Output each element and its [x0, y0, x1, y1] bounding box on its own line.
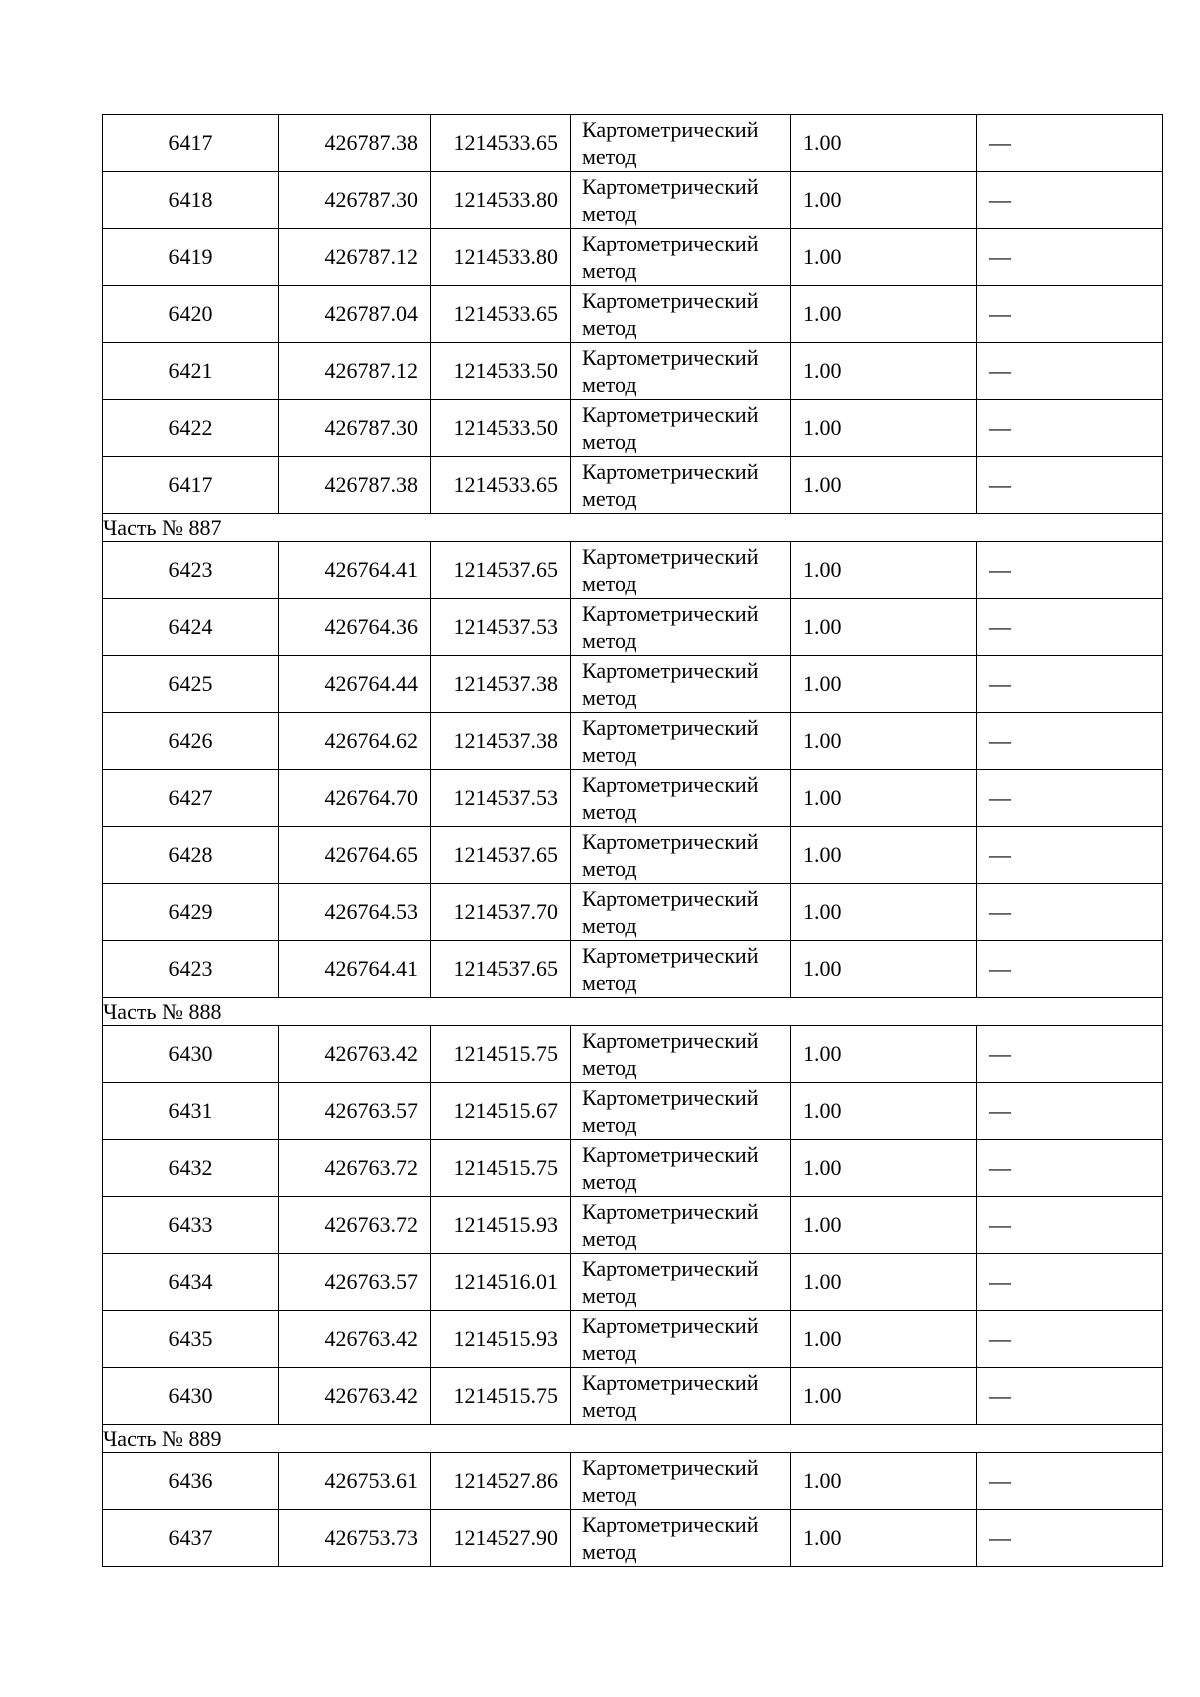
- method-line-2: метод: [582, 913, 637, 938]
- method-cell: [571, 656, 791, 713]
- point-number-cell: 6429: [103, 884, 279, 941]
- method-line-1: Картометрический: [582, 943, 759, 968]
- table-row: [103, 1368, 1163, 1425]
- table-row: [103, 1453, 1163, 1510]
- accuracy-cell: 1.00: [791, 599, 977, 656]
- x-coordinate-cell: 426787.04: [279, 286, 431, 343]
- table-row: [103, 457, 1163, 514]
- table-row: [103, 1026, 1163, 1083]
- point-number-cell: 6437: [103, 1510, 279, 1567]
- method-line-2: метод: [582, 486, 637, 511]
- method-line-2: метод: [582, 685, 637, 710]
- table-row: [103, 713, 1163, 770]
- accuracy-cell: 1.00: [791, 827, 977, 884]
- table-row: [103, 115, 1163, 172]
- description-cell: —: [977, 827, 1163, 884]
- x-coordinate-cell: 426763.72: [279, 1140, 431, 1197]
- method-cell: [571, 286, 791, 343]
- point-number-cell: 6435: [103, 1311, 279, 1368]
- description-cell: —: [977, 1026, 1163, 1083]
- method-line-2: метод: [582, 970, 637, 995]
- method-line-1: Картометрический: [582, 288, 759, 313]
- method-line-2: метод: [582, 372, 637, 397]
- table-row: [103, 1140, 1163, 1197]
- method-cell: [571, 542, 791, 599]
- x-coordinate-cell: 426787.12: [279, 343, 431, 400]
- x-coordinate-cell: 426764.70: [279, 770, 431, 827]
- x-coordinate-cell: 426763.42: [279, 1311, 431, 1368]
- accuracy-cell: 1.00: [791, 713, 977, 770]
- method-line-2: метод: [582, 1112, 637, 1137]
- y-coordinate-cell: 1214537.38: [431, 713, 571, 770]
- table-row: [103, 1510, 1163, 1567]
- description-cell: —: [977, 229, 1163, 286]
- method-line-1: Картометрический: [582, 402, 759, 427]
- method-cell: [571, 400, 791, 457]
- section-header-row: [103, 514, 1163, 542]
- x-coordinate-cell: 426787.30: [279, 172, 431, 229]
- x-coordinate-cell: 426763.57: [279, 1083, 431, 1140]
- method-line-2: метод: [582, 201, 637, 226]
- table-row: [103, 884, 1163, 941]
- y-coordinate-cell: 1214515.93: [431, 1311, 571, 1368]
- method-cell: [571, 457, 791, 514]
- accuracy-cell: 1.00: [791, 1197, 977, 1254]
- y-coordinate-cell: 1214537.65: [431, 542, 571, 599]
- description-cell: —: [977, 1083, 1163, 1140]
- y-coordinate-cell: 1214516.01: [431, 1254, 571, 1311]
- method-cell: [571, 770, 791, 827]
- method-cell: [571, 713, 791, 770]
- method-line-1: Картометрический: [582, 174, 759, 199]
- description-cell: —: [977, 599, 1163, 656]
- method-cell: [571, 941, 791, 998]
- description-cell: —: [977, 1510, 1163, 1567]
- x-coordinate-cell: 426764.41: [279, 542, 431, 599]
- accuracy-cell: 1.00: [791, 400, 977, 457]
- method-cell: [571, 1026, 791, 1083]
- y-coordinate-cell: 1214537.53: [431, 599, 571, 656]
- point-number-cell: 6422: [103, 400, 279, 457]
- description-cell: —: [977, 1197, 1163, 1254]
- x-coordinate-cell: 426763.72: [279, 1197, 431, 1254]
- method-line-2: метод: [582, 315, 637, 340]
- y-coordinate-cell: 1214533.65: [431, 286, 571, 343]
- y-coordinate-cell: 1214533.50: [431, 400, 571, 457]
- x-coordinate-cell: 426787.38: [279, 457, 431, 514]
- x-coordinate-cell: 426764.65: [279, 827, 431, 884]
- description-cell: —: [977, 884, 1163, 941]
- method-line-1: Картометрический: [582, 544, 759, 569]
- point-number-cell: 6417: [103, 457, 279, 514]
- table-row: [103, 1254, 1163, 1311]
- point-number-cell: 6426: [103, 713, 279, 770]
- x-coordinate-cell: 426764.41: [279, 941, 431, 998]
- table-row: [103, 400, 1163, 457]
- method-cell: [571, 1368, 791, 1425]
- point-number-cell: 6423: [103, 542, 279, 599]
- description-cell: —: [977, 656, 1163, 713]
- table-row: [103, 1197, 1163, 1254]
- table-row: [103, 1083, 1163, 1140]
- method-line-1: Картометрический: [582, 231, 759, 256]
- method-line-1: Картометрический: [582, 345, 759, 370]
- method-cell: [571, 229, 791, 286]
- table-row: [103, 172, 1163, 229]
- method-line-1: Картометрический: [582, 117, 759, 142]
- method-line-1: Картометрический: [582, 1256, 759, 1281]
- method-line-1: Картометрический: [582, 1313, 759, 1338]
- method-line-2: метод: [582, 856, 637, 881]
- description-cell: —: [977, 941, 1163, 998]
- accuracy-cell: 1.00: [791, 1254, 977, 1311]
- method-line-2: метод: [582, 628, 637, 653]
- method-line-1: Картометрический: [582, 1142, 759, 1167]
- method-cell: [571, 1510, 791, 1567]
- method-cell: [571, 1453, 791, 1510]
- point-number-cell: 6417: [103, 115, 279, 172]
- description-cell: —: [977, 542, 1163, 599]
- x-coordinate-cell: 426764.44: [279, 656, 431, 713]
- accuracy-cell: 1.00: [791, 343, 977, 400]
- x-coordinate-cell: 426753.73: [279, 1510, 431, 1567]
- y-coordinate-cell: 1214537.65: [431, 827, 571, 884]
- method-line-2: метод: [582, 1539, 637, 1564]
- method-cell: [571, 827, 791, 884]
- method-line-1: Картометрический: [582, 658, 759, 683]
- accuracy-cell: 1.00: [791, 884, 977, 941]
- accuracy-cell: 1.00: [791, 770, 977, 827]
- section-label: Часть № 889: [103, 1425, 1163, 1453]
- description-cell: —: [977, 1254, 1163, 1311]
- description-cell: —: [977, 770, 1163, 827]
- y-coordinate-cell: 1214533.65: [431, 457, 571, 514]
- point-number-cell: 6420: [103, 286, 279, 343]
- accuracy-cell: 1.00: [791, 172, 977, 229]
- section-header-row: [103, 1425, 1163, 1453]
- x-coordinate-cell: 426764.62: [279, 713, 431, 770]
- x-coordinate-cell: 426753.61: [279, 1453, 431, 1510]
- section-header-row: [103, 998, 1163, 1026]
- method-line-2: метод: [582, 1283, 637, 1308]
- table-row: [103, 542, 1163, 599]
- description-cell: —: [977, 1140, 1163, 1197]
- method-line-2: метод: [582, 144, 637, 169]
- method-cell: [571, 1311, 791, 1368]
- x-coordinate-cell: 426763.42: [279, 1368, 431, 1425]
- description-cell: —: [977, 457, 1163, 514]
- description-cell: —: [977, 1368, 1163, 1425]
- accuracy-cell: 1.00: [791, 1140, 977, 1197]
- x-coordinate-cell: 426763.57: [279, 1254, 431, 1311]
- point-number-cell: 6419: [103, 229, 279, 286]
- method-line-1: Картометрический: [582, 1455, 759, 1480]
- x-coordinate-cell: 426764.36: [279, 599, 431, 656]
- method-line-1: Картометрический: [582, 886, 759, 911]
- description-cell: —: [977, 115, 1163, 172]
- description-cell: —: [977, 400, 1163, 457]
- point-number-cell: 6430: [103, 1026, 279, 1083]
- method-line-1: Картометрический: [582, 1085, 759, 1110]
- method-line-2: метод: [582, 1482, 637, 1507]
- coordinates-table-body: [103, 115, 1163, 1567]
- table-row: [103, 770, 1163, 827]
- method-cell: [571, 172, 791, 229]
- method-line-2: метод: [582, 1226, 637, 1251]
- description-cell: —: [977, 343, 1163, 400]
- coordinates-table: [102, 114, 1163, 1567]
- table-row: [103, 827, 1163, 884]
- method-cell: [571, 343, 791, 400]
- accuracy-cell: 1.00: [791, 1453, 977, 1510]
- method-cell: [571, 115, 791, 172]
- y-coordinate-cell: 1214515.75: [431, 1026, 571, 1083]
- point-number-cell: 6433: [103, 1197, 279, 1254]
- point-number-cell: 6418: [103, 172, 279, 229]
- method-cell: [571, 1140, 791, 1197]
- accuracy-cell: 1.00: [791, 1510, 977, 1567]
- point-number-cell: 6430: [103, 1368, 279, 1425]
- point-number-cell: 6432: [103, 1140, 279, 1197]
- point-number-cell: 6423: [103, 941, 279, 998]
- y-coordinate-cell: 1214533.65: [431, 115, 571, 172]
- method-line-1: Картометрический: [582, 829, 759, 854]
- method-line-2: метод: [582, 1055, 637, 1080]
- method-cell: [571, 1197, 791, 1254]
- method-line-2: метод: [582, 1340, 637, 1365]
- method-line-1: Картометрический: [582, 772, 759, 797]
- y-coordinate-cell: 1214533.50: [431, 343, 571, 400]
- method-line-1: Картометрический: [582, 1370, 759, 1395]
- point-number-cell: 6424: [103, 599, 279, 656]
- method-cell: [571, 1254, 791, 1311]
- accuracy-cell: 1.00: [791, 115, 977, 172]
- y-coordinate-cell: 1214515.67: [431, 1083, 571, 1140]
- y-coordinate-cell: 1214527.86: [431, 1453, 571, 1510]
- method-line-1: Картометрический: [582, 715, 759, 740]
- y-coordinate-cell: 1214537.65: [431, 941, 571, 998]
- point-number-cell: 6436: [103, 1453, 279, 1510]
- x-coordinate-cell: 426764.53: [279, 884, 431, 941]
- method-line-2: метод: [582, 742, 637, 767]
- y-coordinate-cell: 1214527.90: [431, 1510, 571, 1567]
- x-coordinate-cell: 426763.42: [279, 1026, 431, 1083]
- method-line-2: метод: [582, 1397, 637, 1422]
- table-row: [103, 1311, 1163, 1368]
- y-coordinate-cell: 1214537.53: [431, 770, 571, 827]
- method-cell: [571, 599, 791, 656]
- description-cell: —: [977, 713, 1163, 770]
- accuracy-cell: 1.00: [791, 1026, 977, 1083]
- method-line-2: метод: [582, 258, 637, 283]
- method-line-1: Картометрический: [582, 1512, 759, 1537]
- y-coordinate-cell: 1214537.38: [431, 656, 571, 713]
- method-line-2: метод: [582, 1169, 637, 1194]
- method-line-1: Картометрический: [582, 1028, 759, 1053]
- table-row: [103, 656, 1163, 713]
- accuracy-cell: 1.00: [791, 286, 977, 343]
- method-line-2: метод: [582, 799, 637, 824]
- table-row: [103, 229, 1163, 286]
- y-coordinate-cell: 1214515.75: [431, 1140, 571, 1197]
- accuracy-cell: 1.00: [791, 457, 977, 514]
- point-number-cell: 6431: [103, 1083, 279, 1140]
- x-coordinate-cell: 426787.30: [279, 400, 431, 457]
- point-number-cell: 6434: [103, 1254, 279, 1311]
- method-line-1: Картометрический: [582, 601, 759, 626]
- description-cell: —: [977, 286, 1163, 343]
- accuracy-cell: 1.00: [791, 542, 977, 599]
- table-row: [103, 941, 1163, 998]
- y-coordinate-cell: 1214515.93: [431, 1197, 571, 1254]
- accuracy-cell: 1.00: [791, 1368, 977, 1425]
- point-number-cell: 6421: [103, 343, 279, 400]
- method-line-2: метод: [582, 429, 637, 454]
- point-number-cell: 6427: [103, 770, 279, 827]
- method-cell: [571, 884, 791, 941]
- y-coordinate-cell: 1214537.70: [431, 884, 571, 941]
- accuracy-cell: 1.00: [791, 1311, 977, 1368]
- y-coordinate-cell: 1214515.75: [431, 1368, 571, 1425]
- point-number-cell: 6428: [103, 827, 279, 884]
- method-line-2: метод: [582, 571, 637, 596]
- accuracy-cell: 1.00: [791, 656, 977, 713]
- description-cell: —: [977, 1311, 1163, 1368]
- point-number-cell: 6425: [103, 656, 279, 713]
- method-line-1: Картометрический: [582, 1199, 759, 1224]
- accuracy-cell: 1.00: [791, 229, 977, 286]
- y-coordinate-cell: 1214533.80: [431, 229, 571, 286]
- accuracy-cell: 1.00: [791, 1083, 977, 1140]
- description-cell: —: [977, 172, 1163, 229]
- accuracy-cell: 1.00: [791, 941, 977, 998]
- section-label: Часть № 887: [103, 514, 1163, 542]
- y-coordinate-cell: 1214533.80: [431, 172, 571, 229]
- method-cell: [571, 1083, 791, 1140]
- method-line-1: Картометрический: [582, 459, 759, 484]
- section-label: Часть № 888: [103, 998, 1163, 1026]
- x-coordinate-cell: 426787.38: [279, 115, 431, 172]
- table-row: [103, 599, 1163, 656]
- x-coordinate-cell: 426787.12: [279, 229, 431, 286]
- description-cell: —: [977, 1453, 1163, 1510]
- table-row: [103, 286, 1163, 343]
- table-row: [103, 343, 1163, 400]
